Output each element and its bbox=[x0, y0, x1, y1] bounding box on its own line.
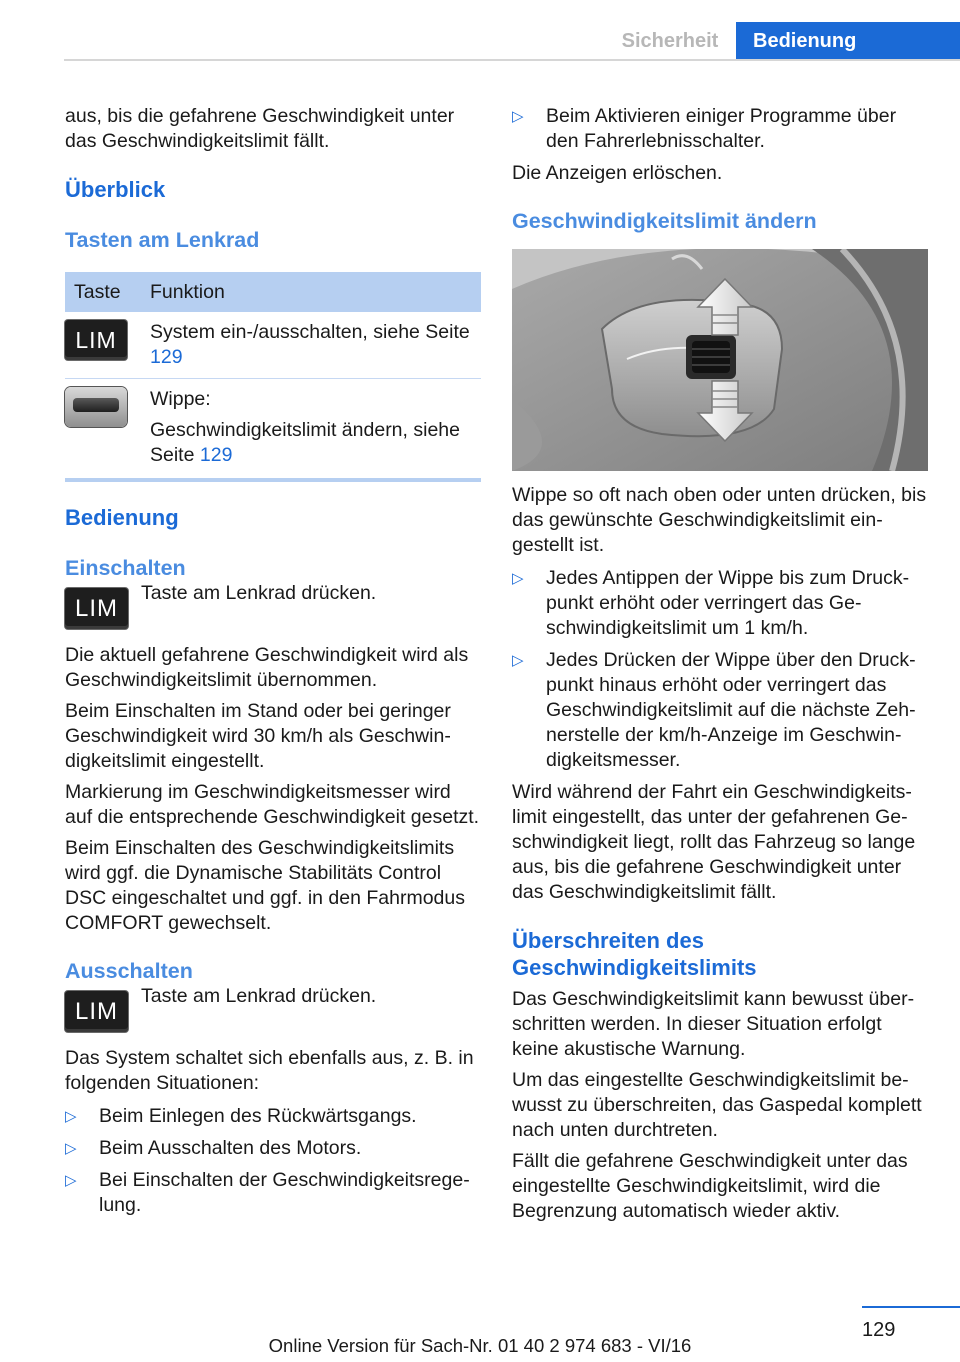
lim-button-icon: LIM bbox=[65, 588, 128, 629]
switch-off-list bbox=[65, 1104, 481, 1218]
table-bottom-rule bbox=[65, 478, 481, 482]
list-item: ▷ Jedes Antippen der Wippe bis zum Druckpunkt erhöht oder verringert das Geschwindigkeitslimit um 1 km/h. bbox=[512, 567, 910, 639]
page-link[interactable]: 129 bbox=[199, 444, 233, 466]
switch-on-text: Taste am Lenkrad drücken. bbox=[141, 582, 377, 604]
paragraph: Das System schaltet sich ebenfalls aus, z. B. in folgenden Situationen: bbox=[65, 1047, 474, 1094]
triangle-bullet-icon: ▷ bbox=[512, 570, 524, 587]
left-column bbox=[65, 104, 481, 1225]
table-header-key: Taste bbox=[65, 272, 150, 312]
heading-switch-off: Ausschalten bbox=[65, 959, 193, 983]
row2-text: Geschwindigkeitslimit ändern, siehe Seite bbox=[150, 419, 460, 466]
paragraph: Die aktuell gefahrene Geschwindigkeit wird als Geschwindigkeitslimit übernommen. bbox=[65, 644, 469, 691]
header-tab-operation[interactable]: Bedienung bbox=[736, 22, 960, 61]
page-link[interactable]: 129 bbox=[150, 346, 183, 368]
footer-rule bbox=[862, 1306, 960, 1308]
heading-change-limit: Geschwindigkeitslimit ändern bbox=[512, 209, 817, 233]
row1-text: System ein-/ausschalten, siehe Seite bbox=[150, 321, 470, 343]
online-version-note: Online Version für Sach-Nr. 01 40 2 974 683 - VI/16 bbox=[268, 1335, 692, 1356]
header-divider bbox=[64, 59, 960, 61]
table-header-function: Funktion bbox=[150, 272, 481, 312]
header-tab-safety[interactable]: Sicherheit bbox=[621, 30, 719, 52]
paragraph: Das Geschwindigkeitslimit kann bewusst überschritten werden. In dieser Situation erfolgt keine akustische Warnung. bbox=[512, 988, 915, 1060]
triangle-bullet-icon: ▷ bbox=[512, 652, 524, 669]
heading-operation: Bedienung bbox=[65, 505, 179, 530]
triangle-bullet-icon: ▷ bbox=[65, 1108, 77, 1125]
table-row bbox=[65, 379, 481, 479]
rocker-list bbox=[512, 566, 928, 773]
switch-on-row bbox=[65, 581, 481, 629]
buttons-table bbox=[65, 272, 481, 478]
intro-paragraph: aus, bis die gefahrene Geschwindigkeit unter das Geschwindigkeitslimit fällt. bbox=[65, 105, 455, 152]
triangle-bullet-icon: ▷ bbox=[512, 108, 524, 125]
heading-steering-buttons: Tasten am Lenkrad bbox=[65, 228, 260, 252]
paragraph: Fällt die gefahrene Geschwindigkeit unter das eingestellte Geschwindigkeitslimit, wird die Begrenzung automatisch wieder aktiv. bbox=[512, 1150, 908, 1222]
paragraph: Beim Einschalten im Stand oder bei geringer Geschwindigkeit wird 30 km/h als Geschwindigkeitslimit eingestellt. bbox=[65, 700, 451, 772]
lim-button-icon: LIM bbox=[65, 320, 127, 360]
rocker-switch-icon bbox=[65, 387, 127, 427]
heading-switch-on: Einschalten bbox=[65, 556, 186, 580]
page-number: 129 bbox=[862, 1319, 896, 1341]
row2-label: Wippe: bbox=[150, 388, 211, 410]
lim-button-icon: LIM bbox=[65, 991, 128, 1032]
list-item: ▷ Jedes Drücken der Wippe über den Druckpunkt hinaus erhöht oder verringert das Geschwindigkeitslimit auf die nächste Zehnerstelle der km/h-Anzeige im Geschwindigkeitsmesser. bbox=[512, 649, 916, 771]
triangle-bullet-icon: ▷ bbox=[65, 1140, 77, 1157]
list-item: ▷ Beim Ausschalten des Motors. bbox=[65, 1137, 362, 1159]
table-header-row bbox=[65, 272, 481, 312]
triangle-bullet-icon: ▷ bbox=[65, 1172, 77, 1189]
list-item: ▷ Bei Einschalten der Geschwindigkeitsregelung. bbox=[65, 1169, 470, 1216]
paragraph: Markierung im Geschwindigkeitsmesser wird auf die entsprechende Geschwindigkeit gesetzt. bbox=[65, 781, 480, 828]
heading-exceeding-limit: Überschreiten des Geschwindigkeitslimits bbox=[512, 928, 757, 980]
paragraph: Um das eingestellte Geschwindigkeitslimit bewusst zu überschreiten, das Gaspedal komplett nach unten durchtreten. bbox=[512, 1069, 922, 1141]
table-row bbox=[65, 312, 481, 379]
right-column bbox=[512, 104, 928, 1230]
paragraph: Beim Einschalten des Geschwindigkeitslimits wird ggf. die Dynamische Stabilitäts Control DSC eingeschaltet und ggf. in den Fahrmodus COMFORT gewechselt. bbox=[65, 837, 465, 934]
table-cell-function bbox=[150, 312, 481, 379]
list-item: ▷ Beim Aktivieren einiger Programme über den Fahrerlebnisschalter. bbox=[512, 105, 897, 152]
switch-off-list-continued bbox=[512, 104, 928, 154]
table-cell-function bbox=[150, 379, 481, 479]
heading-overview: Überblick bbox=[65, 177, 166, 202]
paragraph: Wippe so oft nach oben oder unten drücken, bis das gewünschte Geschwindigkeitslimit eingestellt ist. bbox=[512, 484, 927, 556]
switch-off-text: Taste am Lenkrad drücken. bbox=[141, 985, 377, 1007]
list-item: ▷ Beim Einlegen des Rückwärtsgangs. bbox=[65, 1105, 417, 1127]
steering-wheel-rocker-photo bbox=[512, 249, 928, 471]
switch-off-row bbox=[65, 984, 481, 1032]
paragraph: Die Anzeigen erlöschen. bbox=[512, 162, 723, 184]
paragraph: Wird während der Fahrt ein Geschwindigkeitslimit eingestellt, das unter der gefahrenen Geschwindigkeit liegt, rollt das Fahrzeug so lange aus, bis die gefahrene Geschwindigkeit unter das Geschwindigkeitslimit fällt. bbox=[512, 781, 916, 903]
